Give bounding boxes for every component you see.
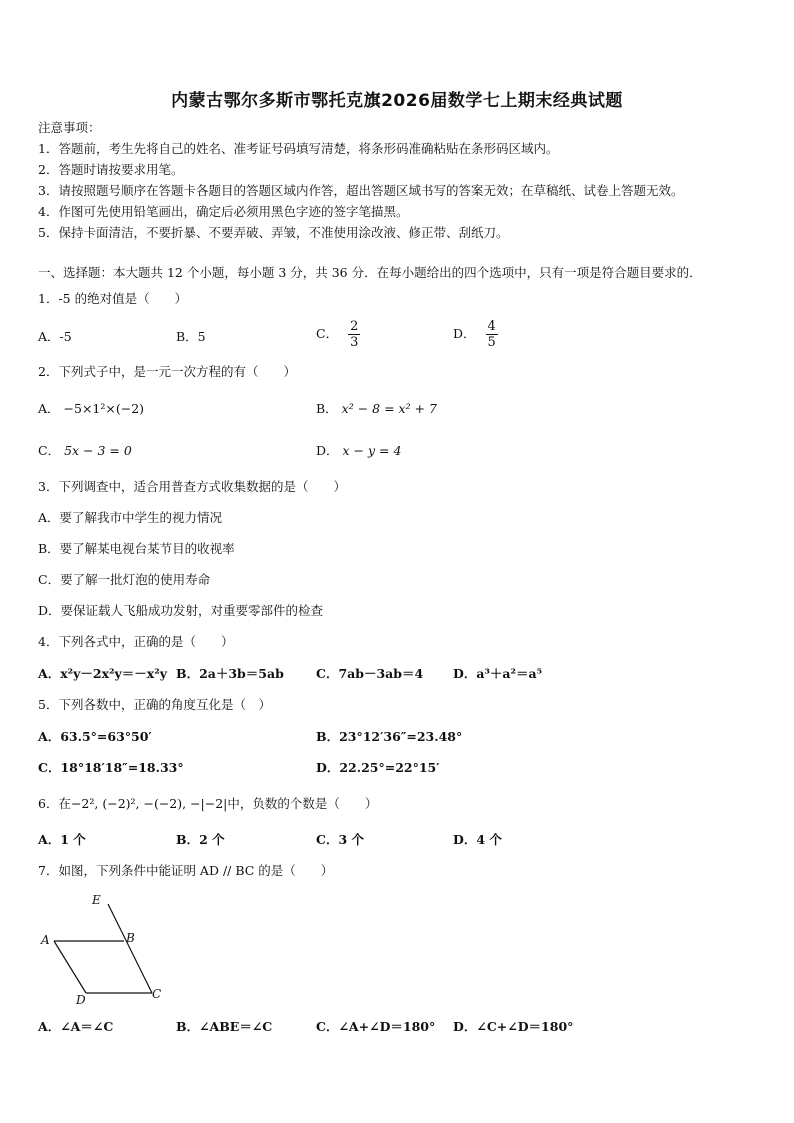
question-2-stem: 2．下列式子中，是一元一次方程的有（ ） bbox=[38, 364, 296, 379]
stem-text: 6．在 bbox=[38, 796, 71, 811]
q5-option-a: A．63.5°=63°50′ bbox=[38, 729, 152, 744]
notice-item: 3．请按照题号顺序在答题卡各题目的答题区域内作答，超出答题区域书写的答案无效；在草稿纸、试卷上答题无效。 bbox=[38, 183, 684, 198]
question-1-stem: 1．-5 的绝对值是（ ） bbox=[38, 291, 188, 306]
fraction-numerator: 4 bbox=[487, 319, 496, 334]
notice-item: 2．答题时请按要求用笔。 bbox=[38, 162, 184, 177]
q2-option-b bbox=[316, 401, 437, 417]
q4-option-b: B．2a＋3b＝5ab bbox=[176, 666, 284, 681]
math-expression: x² − 8 = x² + 7 bbox=[341, 401, 437, 416]
notice-item: 1．答题前，考生先将自己的姓名、准考证号码填写清楚，将条形码准确粘贴在条形码区域内。 bbox=[38, 141, 559, 156]
option-label: C． bbox=[316, 326, 339, 341]
q7-option-d: D．∠C+∠D＝180° bbox=[453, 1019, 574, 1034]
math-expression: −5×1²×(−2) bbox=[63, 401, 145, 416]
q1-option-d bbox=[453, 319, 498, 350]
q2-option-a bbox=[38, 401, 144, 417]
q7-option-a: A．∠A＝∠C bbox=[38, 1019, 114, 1034]
q3-option-d: D．要保证载人飞船成功发射，对重要零部件的检查 bbox=[38, 603, 324, 618]
parallelogram-figure bbox=[30, 890, 180, 1010]
fraction-numerator: 2 bbox=[350, 319, 359, 334]
label-d: D bbox=[76, 993, 86, 1007]
section-heading: 一、选择题：本大题共 12 个小题，每小题 3 分，共 36 分．在每小题给出的四个选项中，只有一项是符合题目要求的． bbox=[38, 265, 702, 280]
q6-option-d: D．4 个 bbox=[453, 832, 502, 847]
page-title: 内蒙古鄂尔多斯市鄂托克旗2026届数学七上期末经典试题 bbox=[171, 91, 623, 111]
q5-option-c: C．18°18′18″=18.33° bbox=[38, 760, 184, 775]
fraction-denominator: 5 bbox=[487, 335, 496, 350]
q1-option-a: A．-5 bbox=[38, 329, 72, 344]
notice-item: 5．保持卡面清洁，不要折暴、不要弄破、弄皱，不准使用涂改液、修正带、刮纸刀。 bbox=[38, 225, 509, 240]
question-3-stem: 3．下列调查中，适合用普查方式收集数据的是（ ） bbox=[38, 479, 346, 494]
q6-option-b: B．2 个 bbox=[176, 832, 225, 847]
q6-option-c: C．3 个 bbox=[316, 832, 364, 847]
fraction bbox=[486, 319, 498, 350]
q5-option-b: B．23°12′36″=23.48° bbox=[316, 729, 463, 744]
question-7-stem: 7．如图，下列条件中能证明 AD // BC 的是（ ） bbox=[38, 863, 334, 878]
q3-option-b: B．要了解某电视台某节目的收视率 bbox=[38, 541, 235, 556]
notice-item: 4．作图可先使用铅笔画出，确定后必须用黑色字迹的签字笔描黑。 bbox=[38, 204, 409, 219]
q3-option-c: C．要了解一批灯泡的使用寿命 bbox=[38, 572, 211, 587]
option-label: D． bbox=[453, 326, 476, 341]
q4-option-c: C．7ab－3ab＝4 bbox=[316, 666, 424, 681]
q6-option-a: A．1 个 bbox=[38, 832, 86, 847]
segment-ec bbox=[108, 904, 152, 993]
segment-ad bbox=[54, 941, 86, 993]
q2-option-d bbox=[316, 443, 401, 459]
question-5-stem: 5．下列各数中，正确的角度互化是（ ） bbox=[38, 697, 271, 712]
math-expression: x − y = 4 bbox=[342, 443, 402, 458]
math-expression: −2², (−2)², −(−2), −|−2| bbox=[70, 796, 228, 811]
label-c: C bbox=[152, 987, 162, 1001]
q1-option-c bbox=[316, 319, 360, 350]
q5-option-d: D．22.25°=22°15′ bbox=[316, 760, 440, 775]
fraction bbox=[348, 319, 360, 350]
option-label: C． bbox=[38, 443, 61, 458]
label-b: B bbox=[126, 931, 135, 945]
q7-option-b: B．∠ABE＝∠C bbox=[176, 1019, 273, 1034]
q1-option-b: B．5 bbox=[176, 329, 206, 344]
question-6-stem bbox=[38, 796, 377, 812]
q2-option-c bbox=[38, 443, 132, 459]
label-e: E bbox=[92, 893, 101, 907]
fraction-denominator: 3 bbox=[350, 335, 359, 350]
option-label: D． bbox=[316, 443, 339, 458]
question-4-stem: 4．下列各式中，正确的是（ ） bbox=[38, 634, 234, 649]
q7-option-c: C．∠A+∠D＝180° bbox=[316, 1019, 436, 1034]
notice-heading: 注意事项： bbox=[38, 120, 101, 135]
label-a: A bbox=[41, 933, 50, 947]
q4-option-a: A．x²y－2x²y＝－x²y bbox=[38, 666, 167, 681]
option-label: B． bbox=[316, 401, 338, 416]
option-label: A． bbox=[38, 401, 60, 416]
stem-text: 中，负数的个数是（ ） bbox=[227, 796, 378, 811]
q4-option-d: D．a³＋a²＝a⁵ bbox=[453, 666, 543, 681]
q3-option-a: A．要了解我市中学生的视力情况 bbox=[38, 510, 223, 525]
math-expression: 5x − 3 = 0 bbox=[64, 443, 132, 458]
